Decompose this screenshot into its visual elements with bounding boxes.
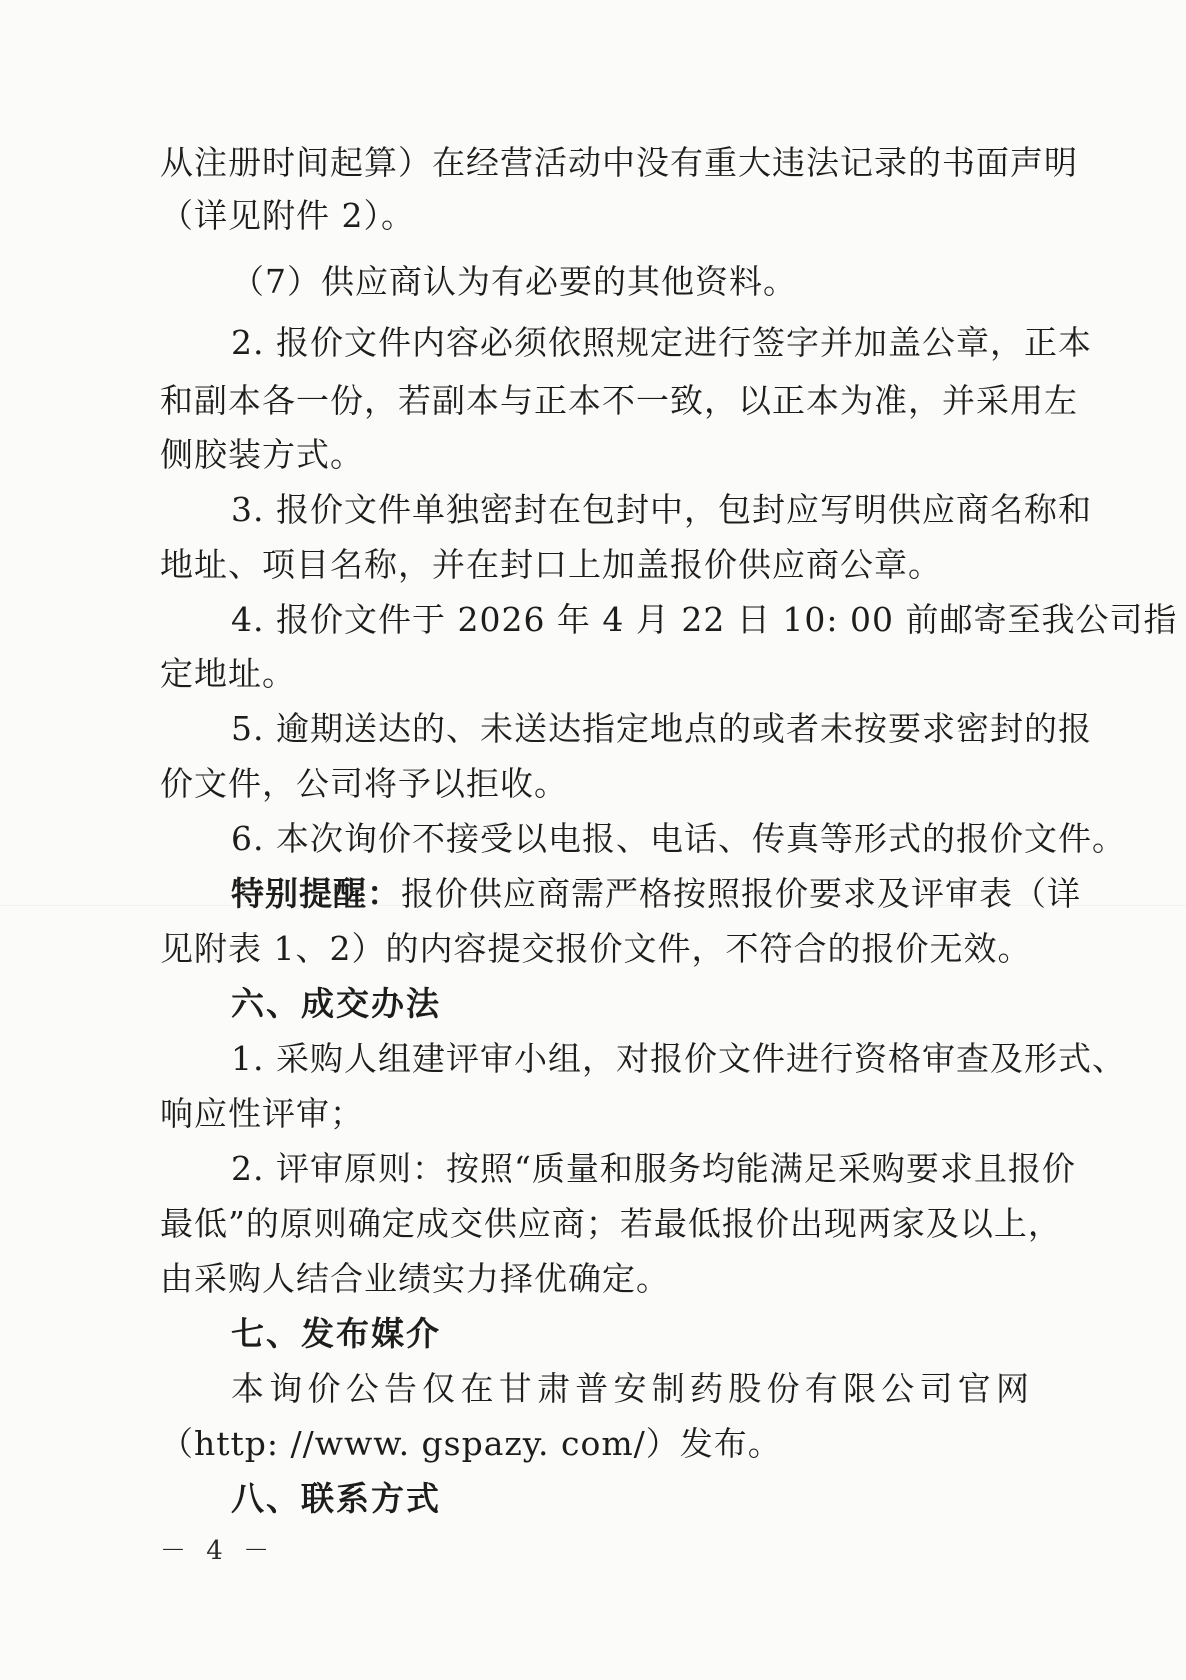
text-line: 本询价公告仅在甘肃普安制药股份有限公司官网 [231, 1369, 1030, 1408]
text-line: 由采购人结合业绩实力择优确定。 [160, 1259, 670, 1298]
text-line: 侧胶装方式。 [160, 435, 364, 474]
special-reminder-line [231, 871, 1081, 917]
text-line: 5. 逾期送达的、未送达指定地点的或者未按要求密封的报 [231, 709, 1092, 748]
text-line: 价文件，公司将予以拒收。 [160, 764, 568, 803]
section-heading: 六、成交办法 [231, 984, 441, 1023]
text-line: 4. 报价文件于 2026 年 4 月 22 日 10: 00 前邮寄至我公司指 [231, 600, 1178, 639]
text-line: 见附表 1、2）的内容提交报价文件，不符合的报价无效。 [160, 929, 1032, 968]
section-heading: 七、发布媒介 [231, 1314, 441, 1353]
text-line: 响应性评审； [160, 1094, 364, 1133]
text-line: （7）供应商认为有必要的其他资料。 [231, 262, 797, 301]
text-line: 从注册时间起算）在经营活动中没有重大违法记录的书面声明 [160, 143, 1078, 182]
page-number: － 4 － [160, 1536, 276, 1566]
text-line: 和副本各一份，若副本与正本不一致，以正本为准，并采用左 [160, 381, 1078, 420]
text-line: 3. 报价文件单独密封在包封中，包封应写明供应商名称和 [231, 490, 1092, 529]
text-line: 2. 评审原则：按照“质量和服务均能满足采购要求且报价 [231, 1149, 1076, 1188]
text-line: 6. 本次询价不接受以电报、电话、传真等形式的报价文件。 [231, 819, 1126, 858]
text-line: 1. 采购人组建评审小组，对报价文件进行资格审查及形式、 [231, 1039, 1126, 1078]
text-line: 最低”的原则确定成交供应商；若最低报价出现两家及以上， [160, 1204, 1062, 1243]
special-reminder-label: 特别提醒： [231, 874, 401, 913]
text-line: （http: //www. gspazy. com/）发布。 [160, 1424, 782, 1463]
text-line: （详见附件 2）。 [160, 196, 415, 235]
text-line: 2. 报价文件内容必须依照规定进行签字并加盖公章，正本 [231, 323, 1092, 362]
text-line: 地址、项目名称，并在封口上加盖报价供应商公章。 [160, 545, 942, 584]
section-heading: 八、联系方式 [231, 1479, 441, 1518]
text-line: 定地址。 [160, 654, 296, 693]
special-reminder-text: 报价供应商需严格按照报价要求及评审表（详 [401, 874, 1081, 913]
